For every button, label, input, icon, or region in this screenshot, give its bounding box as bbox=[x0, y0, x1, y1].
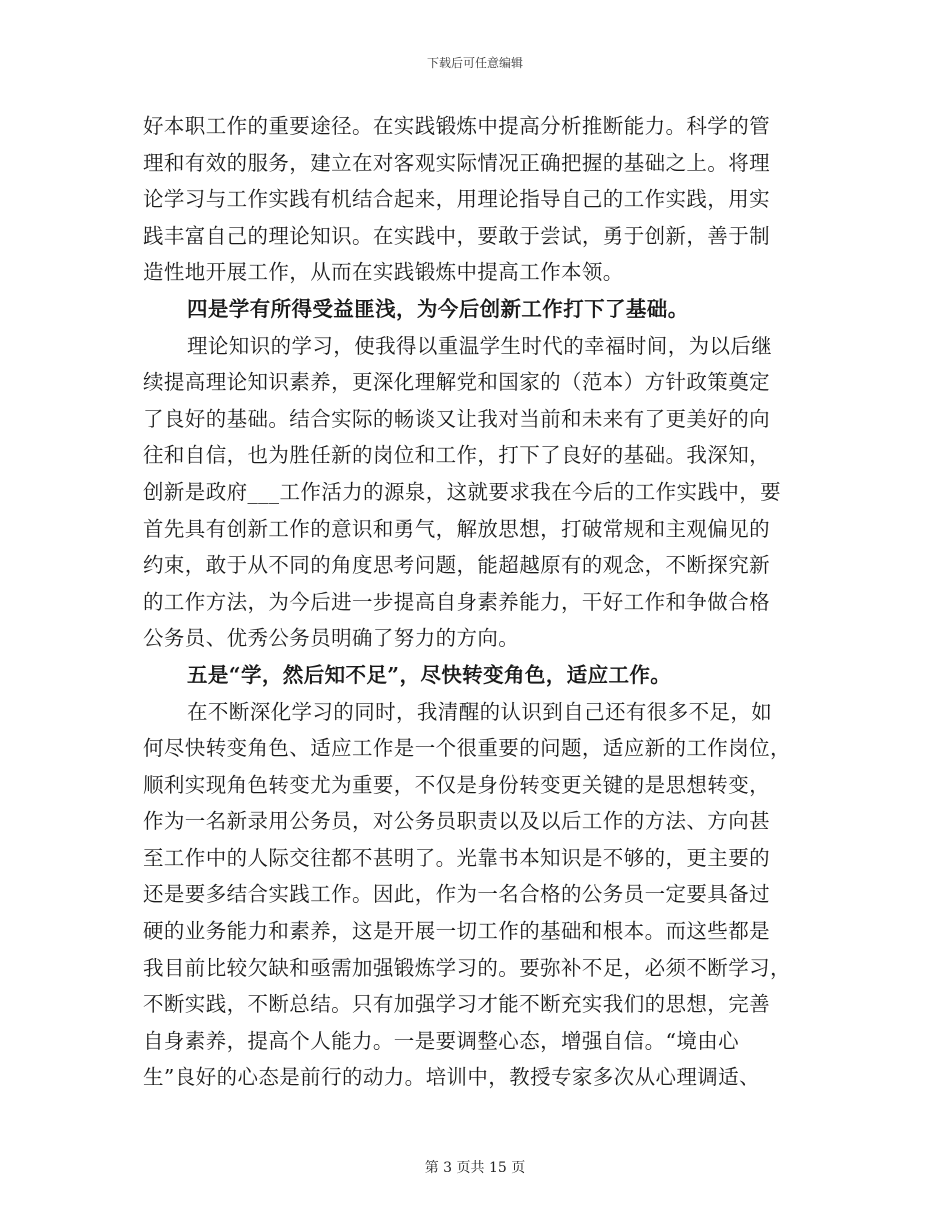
text-line: 还是要多结合实践工作。因此，作为一名合格的公务员一定要具备过 bbox=[143, 882, 770, 907]
text-line: 顺利实现角色转变尤为重要，不仅是身份转变更关键的是思想转变， bbox=[143, 772, 770, 797]
text-line: 自身素养，提高个人能力。一是要调整心态，增强自信。“境由心 bbox=[143, 1028, 740, 1053]
text-line: 我目前比较欠缺和亟需加强锻炼学习的。要弥补不足，必须不断学习， bbox=[143, 955, 791, 980]
text-line: 的工作方法，为今后进一步提高自身素养能力，干好工作和争做合格 bbox=[143, 589, 770, 614]
text-line: 践丰富自己的理论知识。在实践中，要敢于尝试，勇于创新，善于制 bbox=[143, 223, 770, 248]
text-line: 好本职工作的重要途径。在实践锻炼中提高分析推断能力。科学的管 bbox=[143, 114, 770, 138]
text-line: 造性地开展工作，从而在实践锻炼中提高工作本领。 bbox=[143, 260, 624, 285]
text-line: 公务员、优秀公务员明确了努力的方向。 bbox=[143, 626, 520, 651]
page-header: 下载后可任意编辑 bbox=[426, 56, 523, 70]
text-line: 至工作中的人际交往都不甚明了。光靠书本知识是不够的，更主要的 bbox=[143, 845, 770, 870]
text-line: 约束，敢于从不同的角度思考问题，能超越原有的观念，不断探究新 bbox=[143, 553, 770, 578]
text-line: 理和有效的服务，建立在对客观实际情况正确把握的基础之上。将理 bbox=[143, 150, 770, 175]
section-heading: 五是“学，然后知不足”，尽快转变角色，适应工作。 bbox=[187, 662, 672, 687]
text-line: 首先具有创新工作的意识和勇气，解放思想，打破常规和主观偏见的 bbox=[143, 516, 770, 541]
document-body bbox=[143, 108, 813, 1096]
text-line: 创新是政府___工作活力的源泉，这就要求我在今后的工作实践中，要 bbox=[143, 479, 782, 504]
text-line: 理论知识的学习，使我得以重温学生时代的幸福时间，为以后继 bbox=[187, 333, 773, 358]
text-line: 续提高理论知识素养，更深化理解党和国家的（范本）方针政策奠定 bbox=[143, 370, 770, 395]
text-line: 作为一名新录用公务员，对公务员职责以及以后工作的方法、方向甚 bbox=[143, 809, 770, 834]
text-line: 何尽快转变角色、适应工作是一个很重要的问题，适应新的工作岗位， bbox=[143, 736, 791, 761]
text-line: 在不断深化学习的同时，我清醒的认识到自己还有很多不足，如 bbox=[187, 699, 773, 724]
text-line: 硬的业务能力和素养，这是开展一切工作的基础和根本。而这些都是 bbox=[143, 919, 770, 944]
section-heading: 四是学有所得受益匪浅，为今后创新工作打下了基础。 bbox=[187, 296, 689, 321]
page-footer: 第 3 页共 15 页 bbox=[424, 1160, 526, 1176]
text-line: 了良好的基础。结合实际的畅谈又让我对当前和未来有了更美好的向 bbox=[143, 406, 770, 431]
text-line: 论学习与工作实践有机结合起来，用理论指导自己的工作实践，用实 bbox=[143, 187, 770, 212]
text-line: 生”良好的心态是前行的动力。培训中，教授专家多次从心理调适、 bbox=[143, 1065, 760, 1090]
text-line: 不断实践，不断总结。只有加强学习才能不断充实我们的思想，完善 bbox=[143, 992, 770, 1017]
text-line: 往和自信，也为胜任新的岗位和工作，打下了良好的基础。我深知， bbox=[143, 443, 770, 468]
